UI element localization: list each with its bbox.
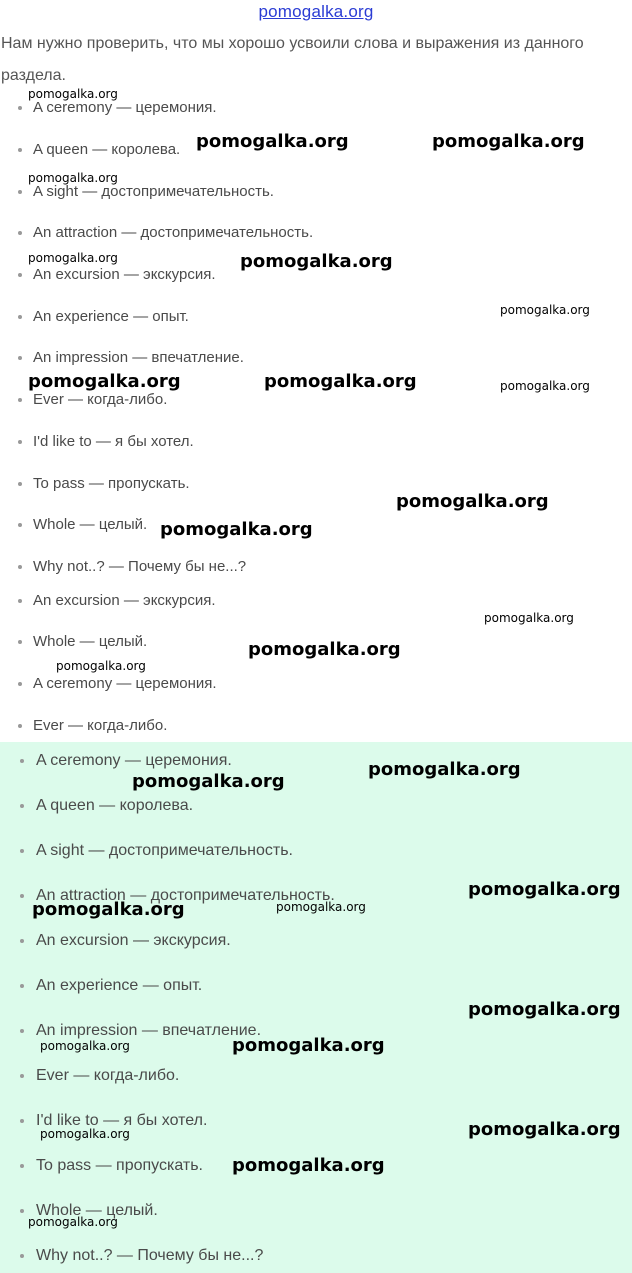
watermark: pomogalka.org — [468, 879, 621, 900]
bullet-icon — [20, 1029, 24, 1033]
watermark: pomogalka.org — [28, 251, 118, 265]
list-item-text: To pass — пропускать. — [33, 475, 190, 492]
watermark: pomogalka.org — [32, 899, 185, 920]
watermark: pomogalka.org — [232, 1155, 385, 1176]
list-item-text: Ever — когда-либо. — [33, 391, 168, 408]
bullet-icon — [18, 231, 22, 235]
site-link[interactable]: pomogalka.org — [258, 2, 374, 21]
watermark: pomogalka.org — [468, 1119, 621, 1140]
list-item-text: An experience — опыт. — [33, 308, 189, 325]
list-item-text: A ceremony — церемония. — [33, 675, 217, 692]
bullet-icon — [18, 682, 22, 686]
list-item-text: An attraction — достопримечательность. — [33, 224, 314, 241]
list-item-text: A queen — королева. — [33, 141, 181, 158]
bullet-icon — [20, 1074, 24, 1078]
list-item-text: An excursion — экскурсия. — [33, 266, 216, 283]
list-item-text: Ever — когда-либо. — [33, 717, 168, 734]
list-item-text: Whole — целый. — [36, 1202, 158, 1219]
watermark: pomogalka.org — [196, 131, 349, 152]
list-item-text: An experience — опыт. — [36, 977, 203, 994]
watermark: pomogalka.org — [28, 1215, 118, 1229]
watermark: pomogalka.org — [28, 371, 181, 392]
watermark: pomogalka.org — [160, 519, 313, 540]
watermark: pomogalka.org — [396, 491, 549, 512]
list-item-text: To pass — пропускать. — [36, 1157, 203, 1174]
list-item-text: Why not..? — Почему бы не...? — [33, 558, 247, 575]
watermark: pomogalka.org — [484, 611, 574, 625]
list-item-text: An excursion — экскурсия. — [36, 932, 231, 949]
watermark: pomogalka.org — [28, 87, 118, 101]
list-item-text: An attraction — достопримечательность. — [36, 887, 335, 904]
bullet-icon — [18, 190, 22, 194]
watermark: pomogalka.org — [500, 379, 590, 393]
list-item-text: I'd like to — я бы хотел. — [36, 1112, 208, 1129]
list-item-text: A ceremony — церемония. — [33, 99, 217, 116]
watermark: pomogalka.org — [28, 171, 118, 185]
watermark: pomogalka.org — [40, 1127, 130, 1141]
watermark: pomogalka.org — [276, 900, 366, 914]
bullet-icon — [20, 1209, 24, 1213]
list-item-text: A sight — достопримечательность. — [33, 183, 274, 200]
bullet-icon — [20, 984, 24, 988]
bullet-icon — [18, 523, 22, 527]
list-item-text: Whole — целый. — [33, 633, 148, 650]
list-item-text: An impression — впечатление. — [36, 1022, 262, 1039]
list-item-text: A sight — достопримечательность. — [36, 842, 293, 859]
watermark: pomogalka.org — [40, 1039, 130, 1053]
watermark: pomogalka.org — [232, 1035, 385, 1056]
watermark: pomogalka.org — [248, 639, 401, 660]
bullet-icon — [20, 1119, 24, 1123]
bullet-icon — [18, 356, 22, 360]
bullet-icon — [18, 640, 22, 644]
bullet-icon — [20, 1254, 24, 1258]
watermark: pomogalka.org — [56, 659, 146, 673]
list-item-text: I'd like to — я бы хотел. — [33, 433, 194, 450]
intro-paragraph: Нам нужно проверить, что мы хорошо усвоили слова и выражения из данного раздела. — [1, 35, 584, 84]
bullet-icon — [20, 939, 24, 943]
watermark: pomogalka.org — [264, 371, 417, 392]
bullet-icon — [18, 440, 22, 444]
bullet-icon — [20, 894, 24, 898]
list-item-text: Why not..? — Почему бы не...? — [36, 1247, 264, 1264]
list-item-text: A ceremony — церемония. — [36, 752, 232, 769]
list-item-text: Ever — когда-либо. — [36, 1067, 180, 1084]
bullet-icon — [18, 315, 22, 319]
list-item-text: An impression — впечатление. — [33, 349, 244, 366]
watermark: pomogalka.org — [432, 131, 585, 152]
bullet-icon — [18, 273, 22, 277]
watermark: pomogalka.org — [500, 303, 590, 317]
bullet-icon — [18, 482, 22, 486]
bullet-icon — [18, 724, 22, 728]
list-item-text: An excursion — экскурсия. — [33, 592, 216, 609]
bullet-icon — [20, 849, 24, 853]
bullet-icon — [18, 106, 22, 110]
watermark: pomogalka.org — [240, 251, 393, 272]
watermark: pomogalka.org — [132, 771, 285, 792]
bullet-icon — [18, 148, 22, 152]
bullet-icon — [20, 759, 24, 763]
bullet-icon — [20, 804, 24, 808]
watermark: pomogalka.org — [368, 759, 521, 780]
bullet-icon — [20, 1164, 24, 1168]
list-item-text: A queen — королева. — [36, 797, 194, 814]
list-item-text: Whole — целый. — [33, 516, 148, 533]
bullet-icon — [18, 565, 22, 569]
bullet-icon — [18, 599, 22, 603]
watermark: pomogalka.org — [468, 999, 621, 1020]
bullet-icon — [18, 398, 22, 402]
